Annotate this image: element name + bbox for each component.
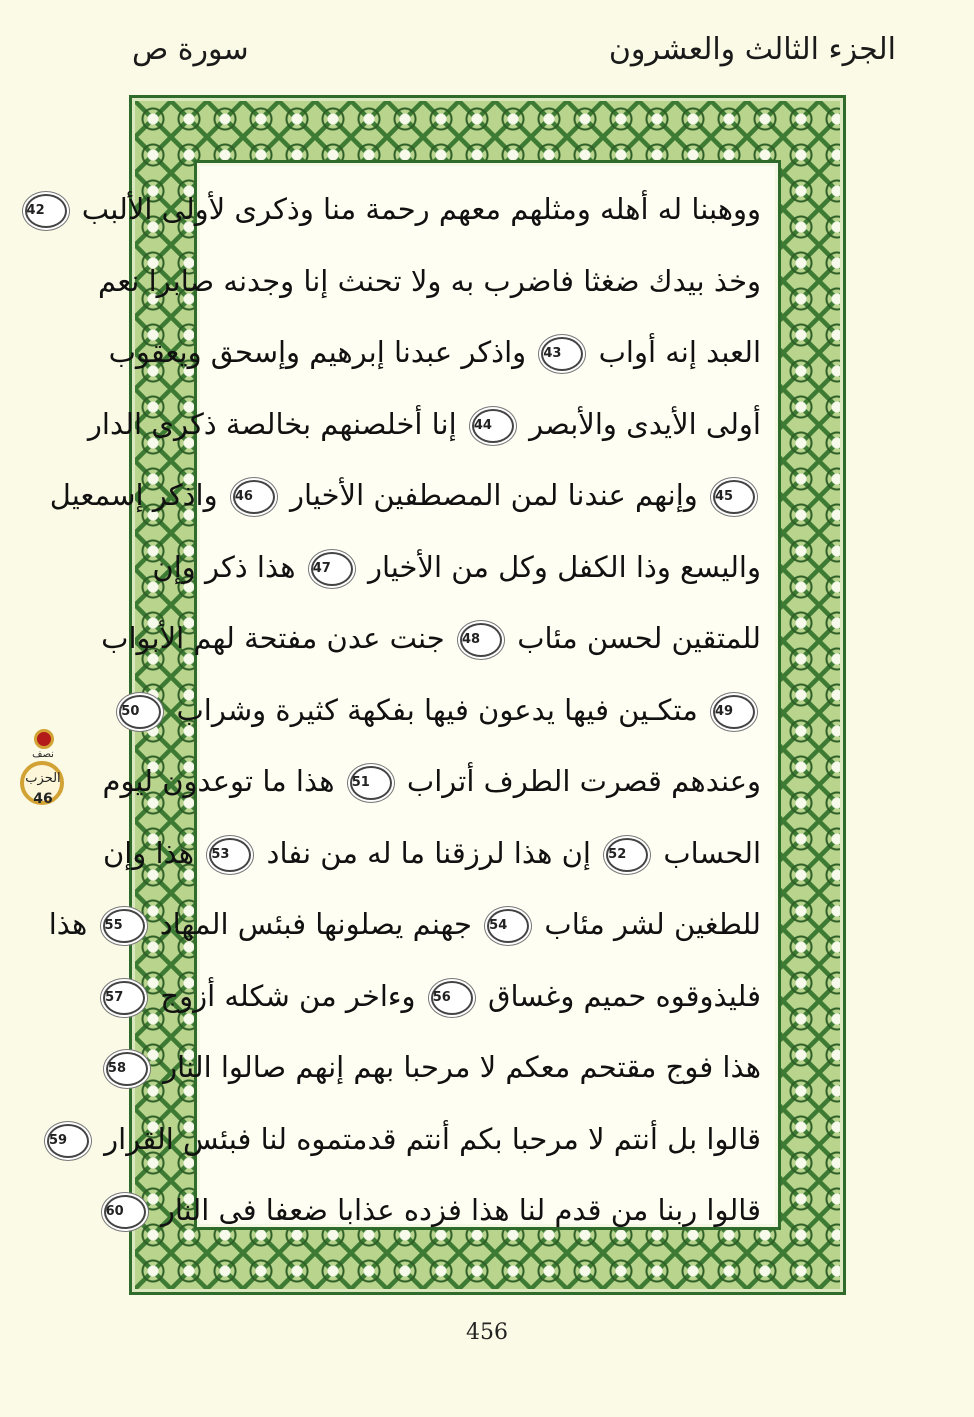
page-number: 456 bbox=[466, 1320, 508, 1345]
verse-line bbox=[105, 1175, 761, 1247]
verse-text: واليسع وذا الكفل وكل من الأخيار bbox=[367, 549, 761, 584]
hizb-top-ornament bbox=[34, 729, 54, 749]
surah-header: سورة ص bbox=[132, 32, 249, 67]
ayah-number-marker: 44 bbox=[472, 409, 514, 443]
ayah-number-marker: 50 bbox=[119, 695, 161, 729]
verse-text: واذكر إسمعيل bbox=[49, 478, 218, 512]
verse-line bbox=[102, 818, 761, 890]
ayah-number-marker: 42 bbox=[25, 194, 67, 228]
ayah-number-marker: 46 bbox=[233, 480, 275, 514]
ayah-number-marker: 58 bbox=[106, 1052, 148, 1086]
verse-text: قالوا بل أنتم لا مرحبا بكم أنتم قدمتموه لنا فبئس القرار bbox=[104, 1121, 761, 1156]
hizb-marker bbox=[14, 725, 72, 825]
verse-text: متكـين فيها يدعون فيها بفكهة كثيرة وشراب bbox=[176, 692, 698, 727]
verse-text: هذا ما توعدون ليوم bbox=[102, 764, 335, 798]
verse-text: جهنم يصلونها فبئس المهاد bbox=[159, 907, 472, 941]
verse-line bbox=[26, 174, 761, 246]
verse-line bbox=[105, 961, 761, 1033]
verse-text: وخذ بيدك ضغثا فاضرب به ولا تحنث إنا وجدنه صابرا نعم bbox=[98, 263, 761, 298]
ayah-number-marker: 47 bbox=[311, 552, 353, 586]
verse-line bbox=[101, 603, 761, 675]
hizb-label: الحزب bbox=[25, 771, 61, 786]
verse-text: جنت عدن مفتحة لهم الأبواب bbox=[101, 621, 445, 655]
verse-line bbox=[107, 1032, 761, 1104]
ayah-number-marker: 53 bbox=[209, 838, 251, 872]
ayah-number-marker: 57 bbox=[103, 981, 145, 1015]
verse-text: هذا وإن bbox=[102, 835, 195, 870]
verse-text: هذا bbox=[48, 907, 88, 941]
ayah-number-marker: 48 bbox=[460, 623, 502, 657]
verse-text: إن هذا لرزقنا ما له من نفاد bbox=[266, 835, 591, 870]
verse-line bbox=[49, 460, 761, 532]
verse-line bbox=[48, 889, 761, 961]
verse-text: قالوا ربنا من قدم لنا هذا فزده عذابا ضعفا فى النار bbox=[160, 1193, 761, 1227]
hizb-half-label: نصف bbox=[32, 749, 54, 760]
verse-text: وإنهم عندنا لمن المصطفين الأخيار bbox=[290, 478, 698, 512]
verse-text: فليذوقوه حميم وغساق bbox=[487, 978, 761, 1013]
ayah-number-marker: 55 bbox=[103, 909, 145, 943]
verse-line bbox=[108, 317, 761, 389]
verse-text: واذكر عبدنا إبرهيم وإسحق ويعقوب bbox=[108, 335, 527, 369]
verse-text: وءاخر من شكله أزوج bbox=[160, 978, 416, 1013]
verse-line bbox=[121, 675, 761, 747]
ayah-number-marker: 54 bbox=[487, 909, 529, 943]
hizb-number: 46 bbox=[33, 791, 53, 807]
verse-text: أولى الأيدى والأبصر bbox=[529, 406, 761, 441]
ayah-number-marker: 43 bbox=[541, 337, 583, 371]
juz-header: الجزء الثالث والعشرون bbox=[608, 32, 896, 67]
ayah-number-marker: 52 bbox=[606, 838, 648, 872]
verse-text: العبد إنه أواب bbox=[598, 335, 761, 369]
verse-text: الحساب bbox=[663, 835, 761, 870]
verse-line bbox=[48, 1104, 761, 1176]
verse-text: للطغين لشر مئاب bbox=[544, 907, 761, 941]
verse-line bbox=[87, 389, 761, 461]
verse-text: وعندهم قصرت الطرف أتراب bbox=[406, 764, 761, 798]
verse-line bbox=[102, 746, 761, 818]
ayah-number-marker: 51 bbox=[350, 766, 392, 800]
verse-text: ووهبنا له أهله ومثلهم معهم رحمة منا وذكرى لأولى الألبب bbox=[81, 192, 761, 226]
verse-text: هذا ذكر وإن bbox=[152, 549, 296, 584]
ayah-number-marker: 45 bbox=[713, 480, 755, 514]
verse-line bbox=[152, 532, 761, 604]
ayah-number-marker: 49 bbox=[713, 695, 755, 729]
verse-text: إنا أخلصنهم بخالصة ذكرى الدار bbox=[87, 406, 457, 441]
ayah-number-marker: 60 bbox=[104, 1195, 146, 1229]
verse-text: للمتقين لحسن مئاب bbox=[517, 621, 761, 655]
verse-text: هذا فوج مقتحم معكم لا مرحبا بهم إنهم صالوا النار bbox=[163, 1050, 761, 1084]
ayah-number-marker: 59 bbox=[47, 1124, 89, 1158]
verse-line bbox=[98, 246, 761, 318]
ayah-number-marker: 56 bbox=[431, 981, 473, 1015]
